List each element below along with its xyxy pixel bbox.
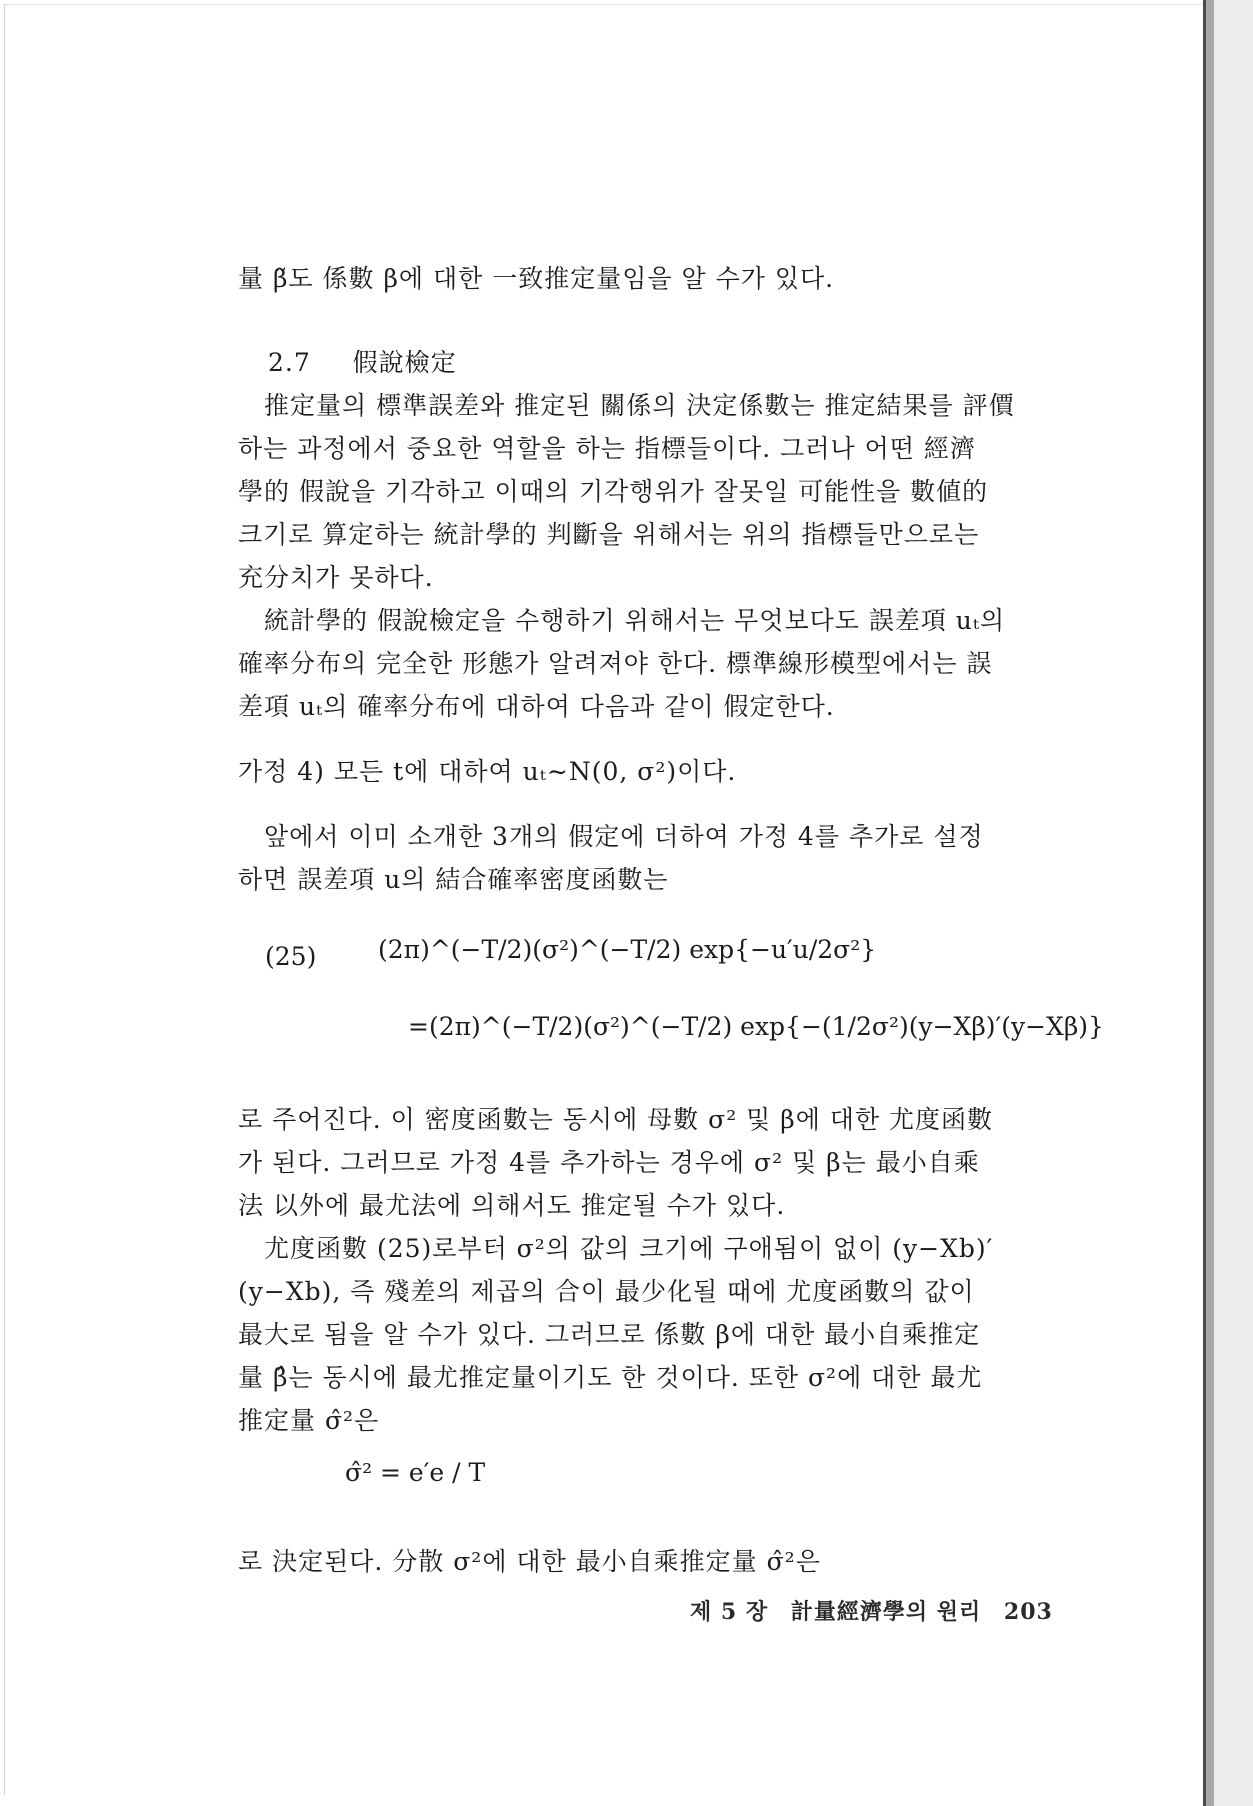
text-line: 學的 假說을 기각하고 이때의 기각행위가 잘못일 可能性을 數値的 — [238, 477, 989, 506]
last-line: 로 決定된다. 分散 σ²에 대한 最小自乘推定量 σ̂²은 — [238, 1547, 821, 1576]
text-line: 充分치가 못하다. — [238, 563, 434, 592]
viewer-background — [1214, 0, 1253, 1806]
paragraph-4 — [238, 1098, 1078, 1227]
paragraph-3 — [238, 815, 1078, 901]
text-line: 推定量의 標準誤差와 推定된 關係의 決定係數는 推定結果를 評價 — [264, 391, 1015, 420]
equation-sigma-hat: σ̂² = e′e / T — [345, 1458, 486, 1487]
text-line: 推定量 σ̂²은 — [238, 1406, 380, 1435]
equation-line-1: (2π)^(−T/2)(σ²)^(−T/2) exp{−u′u/2σ²} — [378, 935, 877, 964]
text-line: 앞에서 이미 소개한 3개의 假定에 더하여 가정 4를 추가로 설정 — [264, 822, 984, 851]
text-line: 統計學的 假說檢定을 수행하기 위해서는 무엇보다도 誤差項 uₜ의 — [264, 606, 1006, 635]
paragraph-1 — [238, 384, 1078, 599]
text-line: 하면 誤差項 u의 結合確率密度函數는 — [238, 865, 669, 894]
paragraph-2 — [238, 599, 1078, 728]
equation-label: (25) — [265, 942, 317, 971]
footer-chapter: 제 5 장 — [690, 1599, 769, 1625]
text-line: 量 β̂는 동시에 最尤推定量이기도 한 것이다. 또한 σ²에 대한 最尤 — [238, 1363, 983, 1392]
section-number: 2.7 — [268, 348, 311, 377]
text-line: 確率分布의 完全한 形態가 알려져야 한다. 標準線形模型에서는 誤 — [238, 649, 993, 678]
equation-line-2: =(2π)^(−T/2)(σ²)^(−T/2) exp{−(1/2σ²)(y−Xβ)′(y−Xβ)} — [408, 1012, 1104, 1041]
text-line: (y−Xb), 즉 殘差의 제곱의 合이 最少化될 때에 尤度函數의 값이 — [238, 1277, 975, 1306]
text-line: 로 주어진다. 이 密度函數는 동시에 母數 σ² 및 β에 대한 尤度函數 — [238, 1105, 994, 1134]
text-line: 하는 과정에서 중요한 역할을 하는 指標들이다. 그러나 어떤 經濟 — [238, 434, 976, 463]
section-heading — [268, 343, 1108, 379]
page-edge-gray — [1206, 0, 1214, 1806]
page-number: 203 — [1003, 1599, 1053, 1625]
text-line: 法 以外에 最尤法에 의해서도 推定될 수가 있다. — [238, 1191, 786, 1220]
text-line: 最大로 됨을 알 수가 있다. 그러므로 係數 β에 대한 最小自乘推定 — [238, 1320, 981, 1349]
top-line: 量 β̃도 係數 β에 대한 一致推定量임을 알 수가 있다. — [238, 264, 835, 293]
text-line: 크기로 算定하는 統計學的 判斷을 위해서는 위의 指標들만으로는 — [238, 520, 980, 549]
footer-title: 計量經濟學의 원리 — [790, 1599, 982, 1625]
text-line: 가 된다. 그러므로 가정 4를 추가하는 경우에 σ² 및 β는 最小自乘 — [238, 1148, 980, 1177]
assumption-line: 가정 4) 모든 t에 대하여 uₜ∼N(0, σ²)이다. — [238, 757, 737, 786]
text-line: 尤度函數 (25)로부터 σ²의 값의 크기에 구애됨이 없이 (y−Xb)′ — [264, 1234, 994, 1263]
text-line: 差項 uₜ의 確率分布에 대하여 다음과 같이 假定한다. — [238, 692, 835, 721]
paragraph-5 — [238, 1227, 1078, 1442]
page-footer — [690, 1595, 1067, 1626]
section-title: 假說檢定 — [352, 348, 457, 377]
